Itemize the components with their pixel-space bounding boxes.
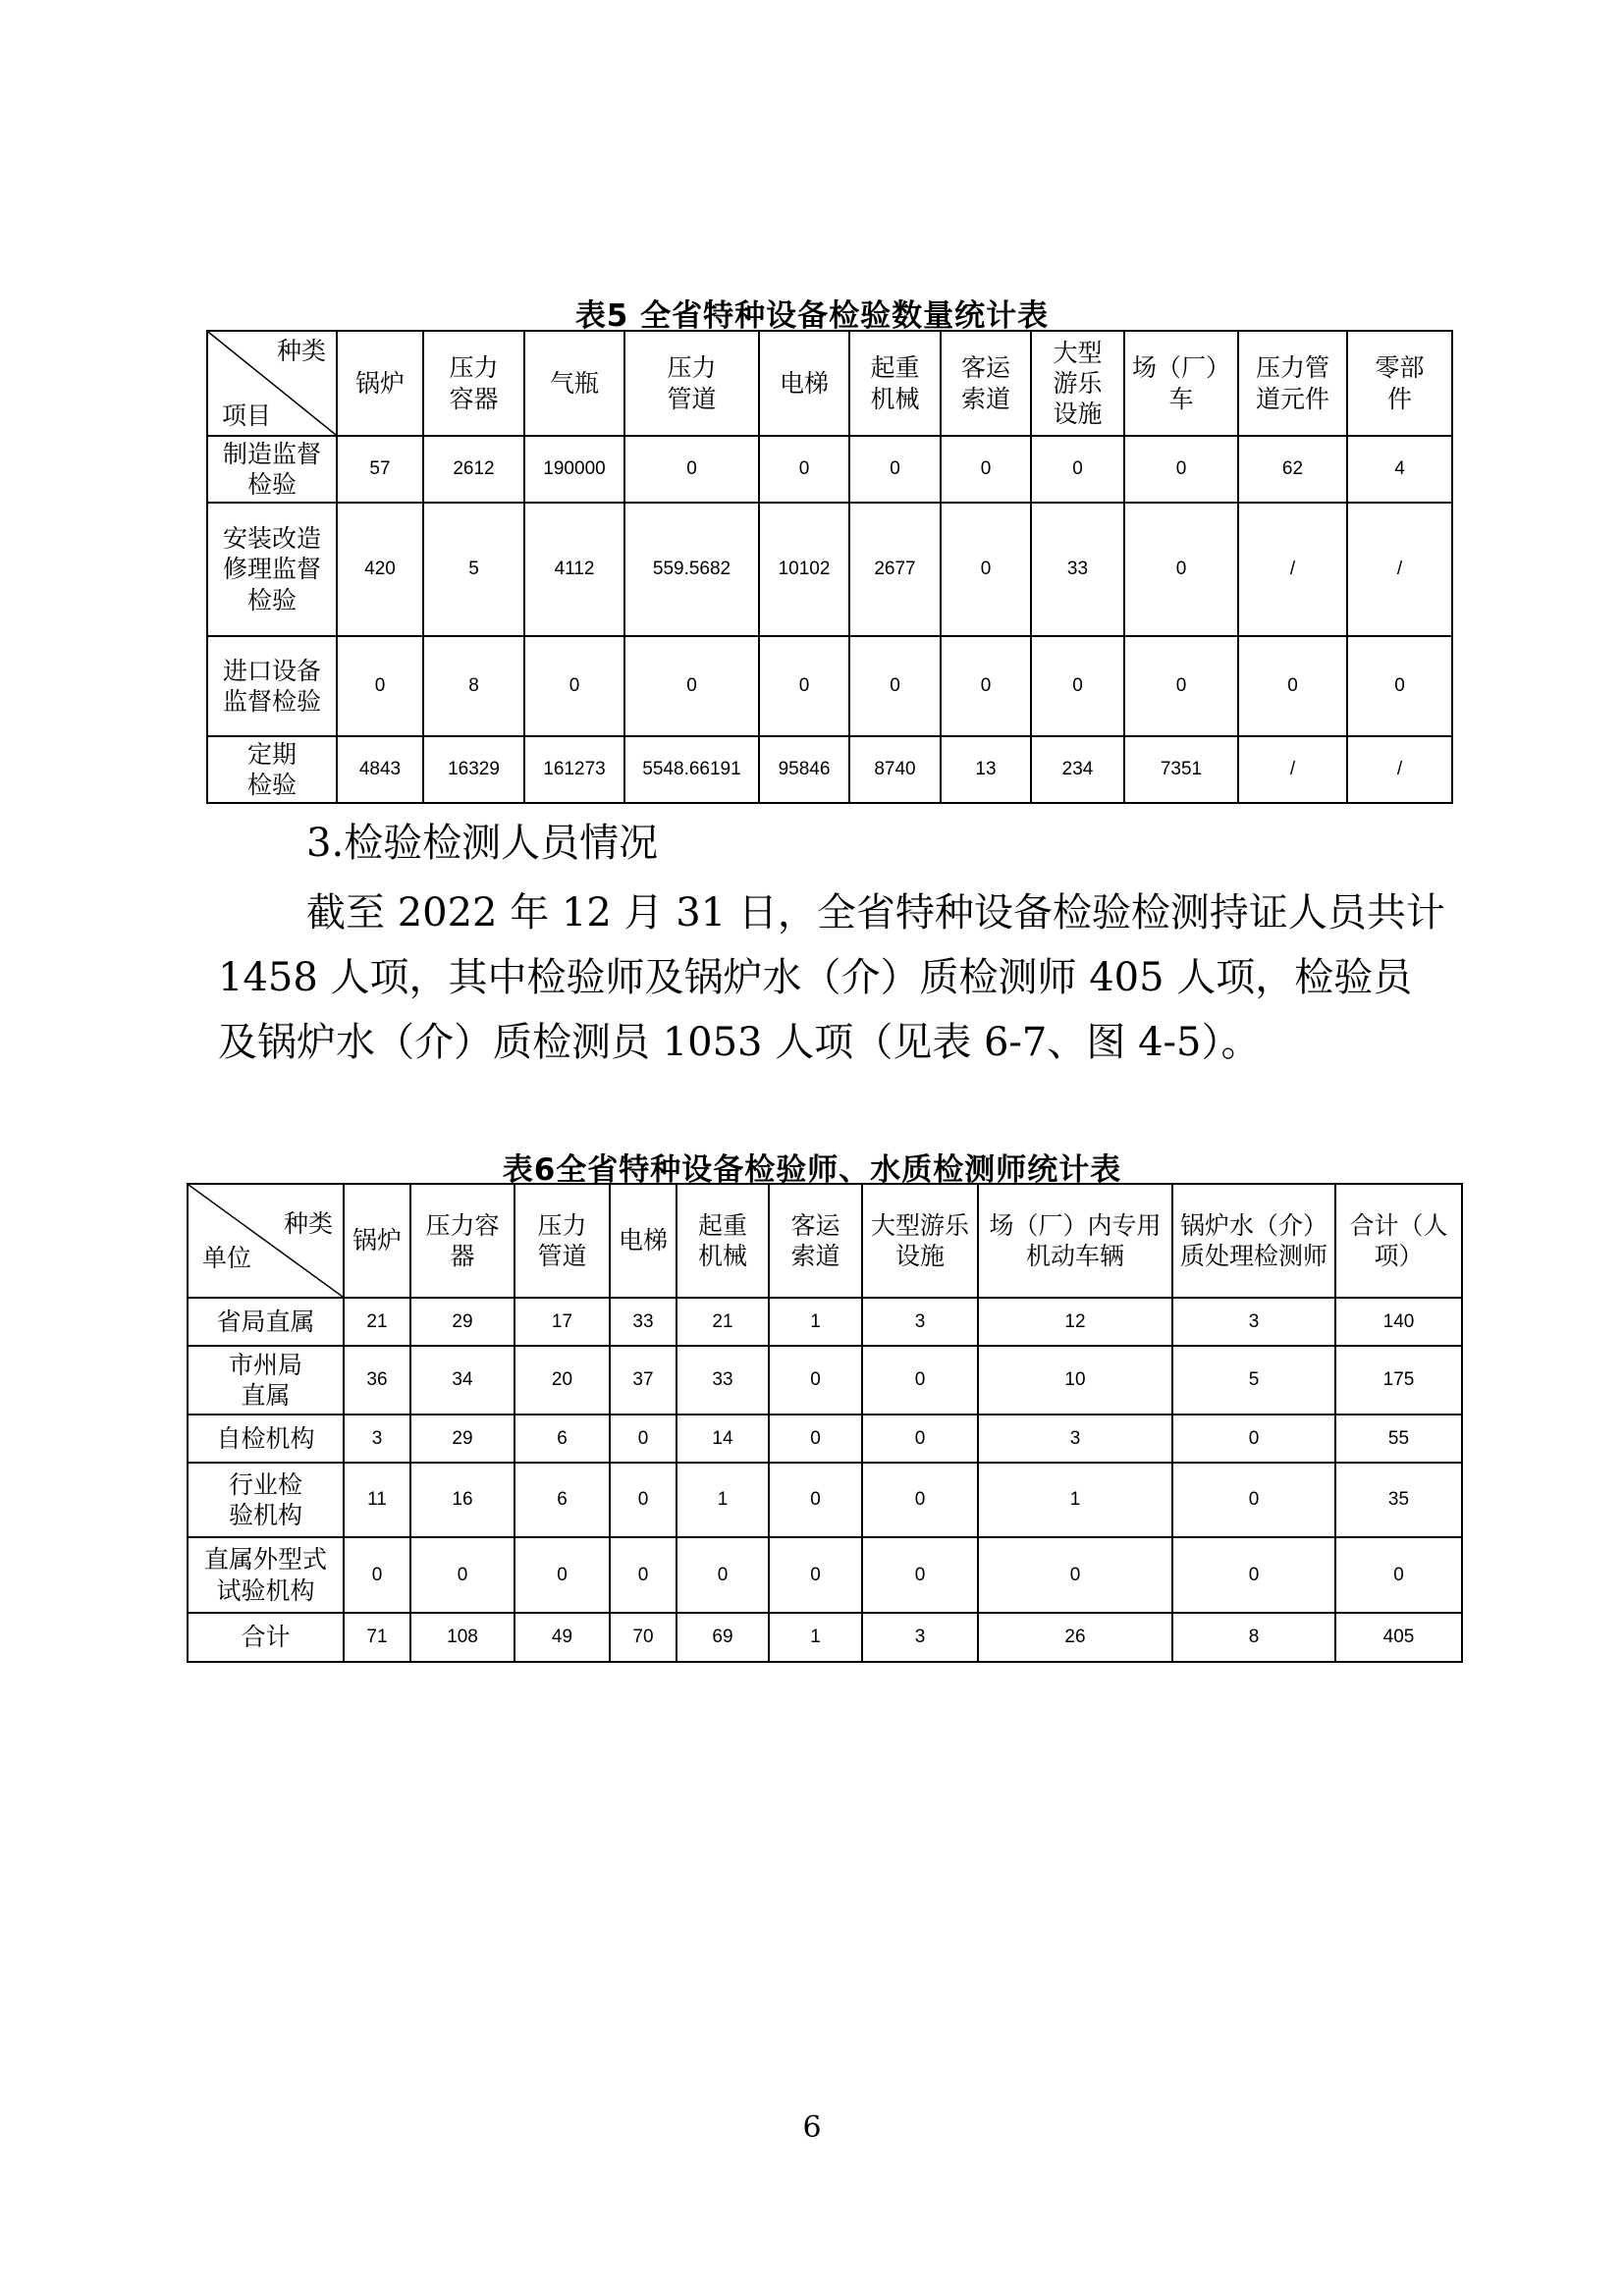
- table6-header-row: [188, 1184, 1462, 1298]
- table6-cell: 71: [344, 1613, 410, 1662]
- table5-cell: 4112: [524, 503, 624, 636]
- table6-cell: 0: [862, 1346, 978, 1415]
- table6-cell: 0: [769, 1463, 862, 1537]
- table5-cell: 0: [1031, 636, 1124, 736]
- table5-cell: 8: [423, 636, 524, 736]
- table6-cell: 10: [978, 1346, 1172, 1415]
- table5-row-label: 进口设备监督检验: [207, 636, 337, 736]
- table5-cell: 95846: [759, 736, 849, 803]
- table5-column-header: 零部件: [1347, 331, 1452, 436]
- table6-cell: 33: [677, 1346, 769, 1415]
- table6-cell: 0: [1172, 1463, 1335, 1537]
- table5-cell: 4: [1347, 436, 1452, 503]
- table6-cell: 6: [514, 1463, 610, 1537]
- table5-cell: 62: [1238, 436, 1347, 503]
- table6-cell: 6: [514, 1415, 610, 1463]
- table6-cell: 14: [677, 1415, 769, 1463]
- table6-cell: 36: [344, 1346, 410, 1415]
- table5-cell: 0: [1124, 636, 1238, 736]
- table5-row-label: 定期检验: [207, 736, 337, 803]
- table6-cell: 3: [344, 1415, 410, 1463]
- table5-cell: 0: [759, 436, 849, 503]
- table5-cell: /: [1238, 503, 1347, 636]
- table6-column-header: 起重机械: [677, 1184, 769, 1298]
- table5-cell: 8740: [849, 736, 941, 803]
- table6-corner-top-label: 种类: [283, 1209, 333, 1238]
- table6-caption: 表6全省特种设备检验师、水质检测师统计表: [502, 1152, 1122, 1188]
- table6-cell: 3: [862, 1298, 978, 1346]
- table5-corner-top-label: 种类: [276, 337, 326, 365]
- table6-column-header: 电梯: [610, 1184, 677, 1298]
- table6-column-header: 大型游乐设施: [862, 1184, 978, 1298]
- table5-cell: 234: [1031, 736, 1124, 803]
- table5-cell: 0: [524, 636, 624, 736]
- table5-cell: 420: [337, 503, 423, 636]
- table6-cell: 0: [978, 1537, 1172, 1613]
- table6-cell: 12: [978, 1298, 1172, 1346]
- table6-cell: 17: [514, 1298, 610, 1346]
- table6-column-header: 压力管道: [514, 1184, 610, 1298]
- table6-cell: 0: [610, 1415, 677, 1463]
- page-number: 6: [802, 2110, 822, 2145]
- table5-cell: 0: [624, 636, 759, 736]
- table6-cell: 29: [410, 1415, 514, 1463]
- section-heading: 3.检验检测人员情况: [306, 821, 659, 866]
- table5-cell: /: [1347, 736, 1452, 803]
- table5-cell: 4843: [337, 736, 423, 803]
- table6-cell: 0: [1172, 1537, 1335, 1613]
- table6-cell: 108: [410, 1613, 514, 1662]
- table6-cell: 1: [769, 1613, 862, 1662]
- table5-cell: 0: [759, 636, 849, 736]
- table5-cell: 0: [1031, 436, 1124, 503]
- table5-row: [207, 736, 1452, 803]
- table6-row-label: 市州局直属: [188, 1346, 344, 1415]
- table5-column-header: 气瓶: [524, 331, 624, 436]
- table5-cell: 161273: [524, 736, 624, 803]
- table6-cell: 0: [769, 1346, 862, 1415]
- table6-cell: 49: [514, 1613, 610, 1662]
- table6-cell: 5: [1172, 1346, 1335, 1415]
- table6-cell: 140: [1335, 1298, 1462, 1346]
- table5-header-row: [207, 331, 1452, 436]
- table5-row-label: 制造监督检验: [207, 436, 337, 503]
- table5-cell: 0: [1347, 636, 1452, 736]
- table6-cell: 175: [1335, 1346, 1462, 1415]
- table6-cell: 11: [344, 1463, 410, 1537]
- table6-cell: 34: [410, 1346, 514, 1415]
- table6-column-header: 锅炉水（介）质处理检测师: [1172, 1184, 1335, 1298]
- table6-cell: 35: [1335, 1463, 1462, 1537]
- table6-row-label: 省局直属: [188, 1298, 344, 1346]
- table6-column-header: 锅炉: [344, 1184, 410, 1298]
- table5-column-header: 场（厂）车: [1124, 331, 1238, 436]
- table5-column-header: 压力容器: [423, 331, 524, 436]
- table5-cell: 2612: [423, 436, 524, 503]
- table5-cell: 0: [1124, 503, 1238, 636]
- table6-cell: 0: [344, 1537, 410, 1613]
- table6-corner-bottom-label: 单位: [202, 1243, 252, 1272]
- table5-corner-bottom-label: 项目: [222, 400, 272, 430]
- table6-cell: 0: [410, 1537, 514, 1613]
- table5-cell: 7351: [1124, 736, 1238, 803]
- table6-cell: 0: [514, 1537, 610, 1613]
- table5-cell: 0: [941, 436, 1031, 503]
- table5-cell: 0: [941, 636, 1031, 736]
- table6-cell: 3: [862, 1613, 978, 1662]
- table6-cell: 0: [1335, 1537, 1462, 1613]
- table6-column-header: 合计（人项）: [1335, 1184, 1462, 1298]
- table6-cell: 0: [769, 1537, 862, 1613]
- table6-cell: 0: [1172, 1415, 1335, 1463]
- table6-row: [188, 1463, 1462, 1537]
- table6-cell: 0: [862, 1463, 978, 1537]
- table6-cell: 20: [514, 1346, 610, 1415]
- table5-cell: 0: [1238, 636, 1347, 736]
- table6-row: [188, 1537, 1462, 1613]
- table5-column-header: 客运索道: [941, 331, 1031, 436]
- table6-cell: 8: [1172, 1613, 1335, 1662]
- table6-cell: 70: [610, 1613, 677, 1662]
- table5-column-header: 起重机械: [849, 331, 941, 436]
- table5-cell: 0: [624, 436, 759, 503]
- table6-row-label: 直属外型式试验机构: [188, 1537, 344, 1613]
- table5-cell: 10102: [759, 503, 849, 636]
- table5-cell: 57: [337, 436, 423, 503]
- table5-cell: 33: [1031, 503, 1124, 636]
- table5-row-label: 安装改造修理监督检验: [207, 503, 337, 636]
- table6: [187, 1183, 1463, 1663]
- table5-cell: 0: [337, 636, 423, 736]
- table5-cell: /: [1347, 503, 1452, 636]
- table6-cell: 0: [862, 1415, 978, 1463]
- table5-cell: 559.5682: [624, 503, 759, 636]
- table6-cell: 1: [769, 1298, 862, 1346]
- table6-cell: 69: [677, 1613, 769, 1662]
- table5-cell: 0: [849, 636, 941, 736]
- table5-cell: 5: [423, 503, 524, 636]
- table5-cell: 190000: [524, 436, 624, 503]
- table6-cell: 16: [410, 1463, 514, 1537]
- table6-row: [188, 1613, 1462, 1662]
- table5-cell: 0: [1124, 436, 1238, 503]
- table5-cell: /: [1238, 736, 1347, 803]
- table6-cell: 0: [610, 1537, 677, 1613]
- table6-cell: 55: [1335, 1415, 1462, 1463]
- table6-cell: 0: [862, 1537, 978, 1613]
- section-paragraph: 截至 2022 年 12 月 31 日，全省特种设备检验检测持证人员共计 1458 人项，其中检验师及锅炉水（介）质检测师 405 人项，检验员及锅炉水（介）质检测员 1053 人项（见表 6-7、图 4-5）。: [218, 890, 1445, 1065]
- table6-corner-cell: [188, 1184, 344, 1298]
- table6-row: [188, 1415, 1462, 1463]
- table6-cell: 37: [610, 1346, 677, 1415]
- table6-cell: 0: [769, 1415, 862, 1463]
- table6-column-header: 客运索道: [769, 1184, 862, 1298]
- table5-cell: 2677: [849, 503, 941, 636]
- table6-column-header: 场（厂）内专用机动车辆: [978, 1184, 1172, 1298]
- table6-row: [188, 1346, 1462, 1415]
- table5-caption: 表5 全省特种设备检验数量统计表: [574, 298, 1050, 334]
- table6-cell: 405: [1335, 1613, 1462, 1662]
- table6-cell: 29: [410, 1298, 514, 1346]
- table6-cell: 33: [610, 1298, 677, 1346]
- table6-row-label: 合计: [188, 1613, 344, 1662]
- table6-cell: 0: [677, 1537, 769, 1613]
- table5-column-header: 压力管道: [624, 331, 759, 436]
- table6-row: [188, 1298, 1462, 1346]
- table6-cell: 1: [978, 1463, 1172, 1537]
- table6-row-label: 自检机构: [188, 1415, 344, 1463]
- table5-cell: 13: [941, 736, 1031, 803]
- table5: [206, 330, 1453, 804]
- table6-cell: 21: [344, 1298, 410, 1346]
- table6-cell: 26: [978, 1613, 1172, 1662]
- table5-corner-cell: [207, 331, 337, 436]
- table5-column-header: 电梯: [759, 331, 849, 436]
- table5-cell: 5548.66191: [624, 736, 759, 803]
- table6-row-label: 行业检验机构: [188, 1463, 344, 1537]
- table6-cell: 21: [677, 1298, 769, 1346]
- table6-cell: 0: [610, 1463, 677, 1537]
- table5-column-header: 压力管道元件: [1238, 331, 1347, 436]
- table5-cell: 0: [849, 436, 941, 503]
- table6-cell: 3: [1172, 1298, 1335, 1346]
- table5-row: [207, 503, 1452, 636]
- table5-row: [207, 436, 1452, 503]
- table6-column-header: 压力容器: [410, 1184, 514, 1298]
- table6-cell: 1: [677, 1463, 769, 1537]
- table5-column-header: 大型游乐设施: [1031, 331, 1124, 436]
- table5-cell: 16329: [423, 736, 524, 803]
- table5-column-header: 锅炉: [337, 331, 423, 436]
- table6-cell: 3: [978, 1415, 1172, 1463]
- table5-cell: 0: [941, 503, 1031, 636]
- table5-row: [207, 636, 1452, 736]
